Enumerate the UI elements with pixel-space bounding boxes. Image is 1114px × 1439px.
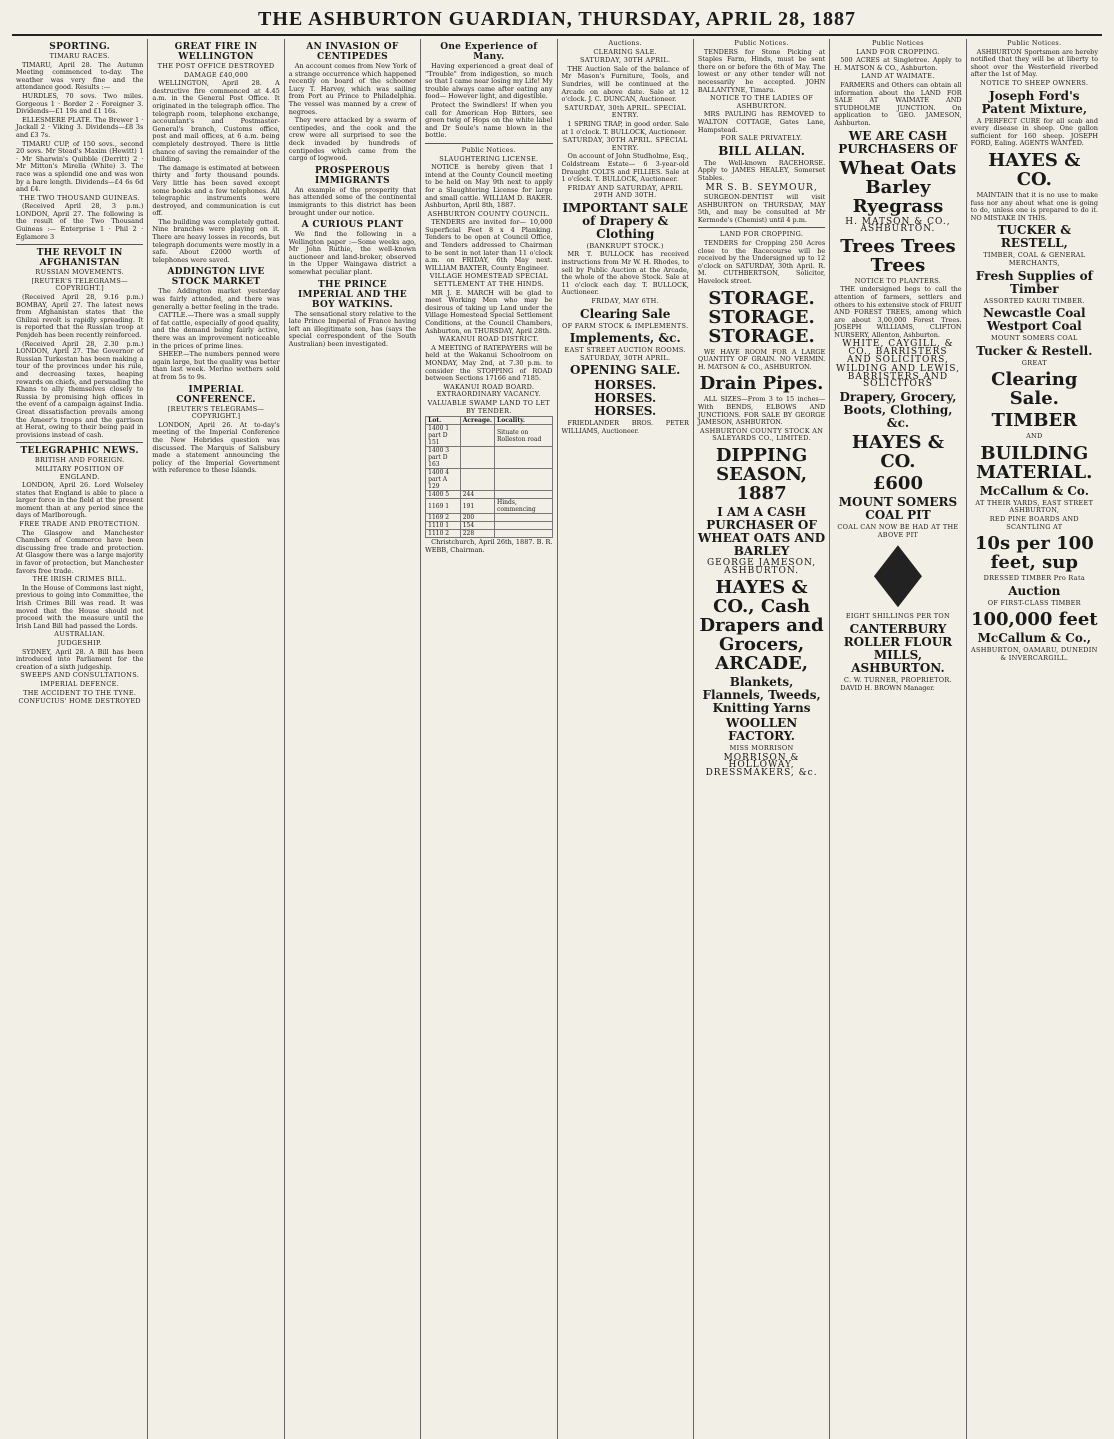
article-headline: One Experience of Many. (440, 42, 538, 62)
article-paragraph: (Received April 28, 3 p.m.) LONDON, April 27. The following is the result of the Two Thousand Guineas :— Enterprise 1 · Phil 2 · Eglamore 3 (16, 202, 144, 241)
section-subhead: SATURDAY, 30th APRIL. SPECIAL ENTRY. (564, 103, 687, 120)
section-subhead: COAL CAN NOW BE HAD AT THE ABOVE PIT (837, 523, 959, 539)
section-subhead: AT THEIR YARDS, EAST STREET ASHBURTON, (975, 498, 1094, 515)
article-paragraph: TENDERS for Cropping 250 Acres close to the Racecourse will be received by the Undersigned up to 12 o'clock on SATURDAY, 30th April. R. M. CUTHBERTSON, Solicitor, Havelock street. (697, 239, 826, 286)
advert-heading: IMPORTANT SALE of Drapery & Clothing (562, 200, 688, 241)
table-cell (460, 425, 494, 447)
column-4 (421, 39, 557, 1439)
advert-heading: Blankets, Flannels, Tweeds, Knitting Yarns (702, 675, 821, 716)
advert-heading: MR S. B. SEYMOUR, (705, 182, 818, 193)
section-subhead: FRIDAY, MAY 6TH. (591, 297, 660, 306)
section-subhead: Public Notices. (1007, 39, 1062, 47)
article-headline: PROSPEROUS IMMIGRANTS (314, 165, 390, 186)
column-2 (148, 39, 284, 1439)
section-subhead: TIMBER, COAL & GENERAL MERCHANTS, (983, 251, 1086, 267)
article-paragraph: WE HAVE ROOM FOR A LARGE QUANTITY OF GRAIN. NO VERMIN. H. MATSON & CO., ASHBURTON. (697, 347, 826, 371)
section-subhead: (BANKRUPT STOCK.) (586, 241, 664, 250)
advert-heading: Clearing Sale (580, 306, 671, 321)
section-subhead: FOR SALE PRIVATELY. (720, 134, 803, 143)
table-cell: 1169 2 (426, 514, 461, 522)
article-paragraph: An example of the prosperity that has attended some of the continental immigrants to this district has been brought under our notice. (288, 185, 417, 217)
table-row (426, 499, 552, 514)
table-cell (495, 514, 552, 522)
article-paragraph: ASHBURTON Sportsmen are hereby notified that they will be at liberty to shoot over the Westerfield riverbed after the 1st of May. (970, 47, 1098, 79)
advert-heading: Newcastle Coal Westport Coal (983, 306, 1086, 334)
section-subhead: LAND AT WAIMATE. (861, 72, 935, 81)
advert-heading: Wheat Oats Barley Ryegrass (839, 157, 957, 217)
advert-heading: H. MATSON & CO., ASHBURTON. (845, 216, 951, 235)
section-subhead: Public Notices (871, 39, 924, 47)
article-paragraph: FRIEDLANDER BROS. PETER WILLIAMS, Auctioneer. (561, 419, 689, 435)
section-subhead: SATURDAY, 30TH APRIL. (580, 56, 671, 65)
section-subhead: MOUNT SOMERS COAL (991, 334, 1078, 343)
section-subhead: RED PINE BOARDS AND SCANTLING AT (989, 515, 1079, 531)
advert-heading: £600 (872, 473, 923, 495)
article-headline: ADDINGTON LIVE STOCK MARKET (167, 267, 265, 288)
article-paragraph: SHEEP.—The numbers penned were again large, but the quality was better than last week. Merino wethers sold at from 5s to 9s. (152, 350, 280, 381)
table-cell (495, 469, 552, 491)
section-subhead: EAST STREET AUCTION ROOMS. SATURDAY, 30TH APRIL. (564, 346, 686, 362)
section-subhead: FREE TRADE AND PROTECTION. (19, 520, 140, 529)
article-paragraph: TIMARU, April 28. The Autumn Meeting commenced to-day. The weather was very fine and the attendance good. Results :— (16, 60, 144, 92)
article-paragraph: FARMERS and Others can obtain all information about the LAND FOR SALE AT WAIMATE AND STUDHOLME JUNCTION. On application to GEO. JAMESON, Ashburton. (834, 80, 962, 127)
coal-diamond-icon (874, 545, 922, 607)
section-subhead: VILLAGE HOMESTEAD SPECIAL SETTLEMENT AT THE HINDS. (429, 272, 548, 289)
section-subhead: SWEEPS AND CONSULTATIONS. (20, 671, 140, 680)
advert-heading: MORRISON & HOLLOWAY, DRESSMAKERS, &c. (705, 752, 818, 778)
section-subhead: Public Notices. (461, 145, 516, 154)
section-subhead: AND (1026, 432, 1043, 441)
article-paragraph: TENDERS for Stone Picking at Staples Farm, Hinds, must be sent there on or before the 6th of May. The lowest or any other tender will not necessarily be accepted. JOHN BALLANTYNE, Timaru. (697, 47, 826, 94)
advert-heading: TUCKER & RESTELL, (997, 223, 1072, 251)
lots-table-header: Acreage. (460, 417, 494, 425)
article-paragraph: Having experienced a great deal of "Trouble" from indigestion, so much so that I came near losing my Life! My trouble always came after eating any food— However light, and digestible. (425, 62, 553, 101)
table-cell (495, 447, 552, 469)
article-headline: GREAT FIRE IN WELLINGTON (174, 42, 258, 62)
section-subhead: THE ACCIDENT TO THE TYNE. (23, 688, 137, 697)
advert-heading: MOUNT SOMERS COAL PIT (838, 495, 958, 523)
table-row (426, 469, 552, 491)
advert-heading: Drapery, Grocery, Boots, Clothing, &c. (839, 390, 957, 431)
table-cell: 1400 3 part D 163 (426, 447, 461, 469)
article-paragraph: THE Auction Sale of the balance of Mr Mason's Furniture, Tools, and Sundries, will be continued at the Arcade on above date. Sale at 12 o'clock. J. C. DUNCAN, Auctioneer. (561, 64, 689, 104)
table-cell (495, 522, 552, 530)
article-paragraph: HURDLES, 70 sovs. Two miles. Gorgeous 1 · Border 2 · Foreigner 3. Dividends—£1 19s and £1 16s. (16, 91, 144, 116)
advert-heading: Implements, &c. (569, 331, 681, 346)
column-1 (12, 39, 148, 1439)
article-paragraph: MR J. E. MARCH will be glad to meet Working Men who may be desirous of taking up Land under the Village Homestead Special Settlement Conditions, at the Council Chambers, Ashburton, on THURSDAY, April 28th. (425, 288, 553, 335)
section-subhead: WAKANUI ROAD DISTRICT. (439, 335, 539, 344)
article-paragraph: LONDON, April 26. Lord Wolseley states that England is able to place a larger force in the field at the present moment than at any period since the days of Marlborough. (16, 481, 144, 520)
advert-heading: HORSES. HORSES. HORSES. (594, 378, 657, 419)
article-paragraph: The Well-known RACEHORSE. Apply to JAMES HEALEY, Somerset Stables. (697, 158, 826, 182)
article-paragraph: ELLESMERE PLATE. The Brewer 1 · Jackall 2 · Viking 3. Dividends—£8 3s and £3 7s. (16, 115, 144, 139)
article-paragraph: A PERFECT CURE for all scab and every disease in sheep. One gallon sufficient for 160 sheep. JOSEPH FORD, Ealing. AGENTS WANTED. (970, 116, 1098, 148)
article-paragraph: MR T. BULLOCK has received instructions from Mr W. H. Rhodes, to sell by Public Auction at the Arcade, the whole of the above Stock. Sale at 11 o'clock each day. T. BULLOCK, Auctioneer. (561, 250, 689, 297)
article-paragraph: We find the following in a Wellington paper :—Some weeks ago, Mr John Ruthie, the well-known auctioneer and land-broker, observed in the Upper Waingawa district a somewhat peculiar plant. (288, 230, 417, 277)
advert-heading: HAYES & CO. (988, 149, 1081, 190)
article-paragraph: TENDERS are invited for— 10,000 Superficial Feet 8 x 4 Planking. Tenders to be open at Council Office, and Tenders addressed to Chairman to be sent in not later than 11 o'clock a.m. on FRIDAY, 6th May next. WILLIAM BAXTER, County Engineer. (425, 218, 553, 272)
article-paragraph: The Addington market yesterday was fairly attended, and there was generally a better feeling in the trade. (152, 287, 280, 311)
table-cell: 1110 1 (426, 522, 461, 530)
article-headline: THE REVOLT IN AFGHANISTAN (36, 248, 123, 269)
column-3 (285, 39, 421, 1439)
article-paragraph: CATTLE.—There was a small supply of fat cattle, especially of good quality, and the demand being fairly active, there was an improvement noticeable in the prices of prime lines. (152, 311, 280, 350)
advert-heading: WILDING AND LEWIS, BARRISTERS AND SOLICITORS (835, 364, 960, 390)
section-subhead: ASHBURTON, OAMARU, DUNEDIN & INVERCARGILL. (971, 646, 1098, 663)
section-subhead: SATURDAY, 30TH APRIL. SPECIAL ENTRY. (562, 136, 688, 152)
section-subhead: CONFUCIUS' HOME DESTROYED (18, 697, 141, 706)
section-subhead: THE TWO THOUSAND GUINEAS. (19, 193, 140, 202)
table-row (426, 522, 552, 530)
section-subhead: [REUTER'S TELEGRAMS—COPYRIGHT.] (167, 404, 265, 421)
advert-heading: Auction (1008, 583, 1061, 598)
article-paragraph: On account of John Studholme, Esq., Coldstream Estate— 6 3-year-old Draught COLTS and FILLIES. Sale at 1 o'clock. T. BULLOCK, Auctioneer. (561, 152, 689, 184)
article-paragraph: Protect the Swindlers! If when you call for American Hop Bitters, see green twig of Hops on the white label and Dr Soule's name blown in the bottle. (425, 100, 553, 140)
advert-heading: STORAGE. STORAGE. STORAGE. (708, 287, 815, 347)
column-5 (558, 39, 694, 1439)
section-subhead: Auctions. (608, 39, 642, 47)
column-rule (16, 442, 143, 443)
lots-table-header: Lot. (426, 417, 461, 425)
column-7 (830, 39, 966, 1439)
table-cell (460, 447, 494, 469)
section-subhead: JUDGESHIP. (57, 638, 102, 647)
table-cell: 1400 1 part D 151 (426, 425, 461, 447)
advert-heading: McCallum & Co., (977, 631, 1091, 646)
article-paragraph: The damage is estimated at between thirty and forty thousand pounds. Very little has been saved except some books and a few telephones. All telegraphic instruments were destroyed, and communication is cut off. (152, 163, 280, 218)
lots-table (425, 416, 552, 538)
table-cell: 1169 1 (426, 499, 461, 514)
article-paragraph: (Received April 28, 2.30 p.m.) LONDON, April 27. The Governor of Russian Turkestan has been making a tour of the provinces under his rule, and decreasing taxes, heaping rewards on chiefs, and persuading the Khans to ally themselves closely to Russia by promising high offices in the event of a campaign against India. Great dissatisfaction prevails among the Ameer's troops and the garrison at Herat, owing to their being paid in provisions instead of cash. (16, 339, 144, 439)
section-subhead: CLEARING SALE. (593, 47, 657, 56)
article-paragraph: Christchurch, April 26th, 1887. B. R. WEBB, Chairman. (425, 538, 553, 554)
column-8 (967, 39, 1102, 1439)
section-subhead: OF FIRST-CLASS TIMBER (987, 598, 1081, 607)
section-subhead: RUSSIAN MOVEMENTS. (35, 268, 124, 277)
section-subhead: DRESSED TIMBER Pro Rata (983, 574, 1086, 583)
article-paragraph: ALL SIZES—From 3 to 15 inches—With BENDS, ELBOWS AND JUNCTIONS. FOR SALE BY GEORGE JAMESON, ASHBURTON. (697, 395, 826, 427)
table-row (426, 447, 552, 469)
table-cell: Hinds, commencing (495, 499, 552, 514)
advert-heading: BILL ALLAN. (718, 143, 805, 158)
section-subhead: ASHBURTON COUNTY COUNCIL. (427, 209, 550, 218)
section-subhead: THE POST OFFICE DESTROYED (157, 62, 275, 70)
advert-heading: BUILDING MATERIAL. (976, 442, 1093, 483)
columns (12, 39, 1102, 1439)
table-cell (495, 530, 552, 538)
advert-heading: WE ARE CASH PURCHASERS OF (838, 128, 958, 156)
advert-heading: CANTERBURY ROLLER FLOUR MILLS, ASHBURTON. (843, 621, 953, 675)
advert-heading: Clearing Sale. (991, 369, 1078, 410)
section-subhead: NOTICE TO PLANTERS. (854, 276, 942, 285)
table-row (426, 530, 552, 538)
column-rule (698, 227, 825, 228)
article-paragraph: THE undersigned begs to call the attention of farmers, settlers and others to his extensive stock of FRUIT AND FOREST TREES, among which are about 3,00,000 Forest Trees. JOSEPH WILLIAMS, CLIFTON NURSERY, Allenton, Ashburton. (834, 285, 962, 339)
article-headline: THE PRINCE IMPERIAL AND THE BOY WATKINS. (297, 279, 407, 310)
section-subhead: C. W. TURNER, PROPRIETOR. (843, 675, 952, 684)
section-subhead: EIGHT SHILLINGS PER TON (845, 612, 951, 621)
table-cell: 191 (460, 499, 494, 514)
table-cell (460, 469, 494, 491)
advert-heading: WHITE, CAYGILL, & CO., BARRISTERS AND SOLICITORS, (842, 339, 954, 365)
table-cell: 1400 4 part A 129 (426, 469, 461, 491)
section-subhead: Public Notices. (734, 39, 789, 47)
article-paragraph: A MEETING of RATEPAYERS will be held at the Wakanui Schoolroom on MONDAY, May 2nd, at 7.30 p.m. to consider the STOPPING of ROAD between Sections 17166 and 7185. (425, 343, 553, 383)
section-subhead: MILITARY POSITION OF ENGLAND. (35, 464, 124, 481)
section-subhead: GREAT (1021, 358, 1047, 367)
article-paragraph: An account comes from New York of a strange occurrence which happened recently on board of the schooner Lucy T. Harvey, which was sailing from Port au Prince to Philadelphia. The vessel was manned by a crew of negroes. (288, 62, 417, 116)
advert-heading: HAYES & CO. (851, 432, 945, 473)
article-headline: AN INVASION OF CENTIPEDES (306, 42, 399, 62)
advert-heading: Drain Pipes. (699, 373, 824, 395)
section-subhead: LAND FOR CROPPING. (719, 230, 804, 239)
article-paragraph: LONDON, April 26. At to-day's meeting of the Imperial Conference the New Hebrides question was discussed. The Marquis of Salisbury made a statement announcing the policy of the Imperial Government with reference to these Islands. (152, 420, 280, 475)
section-subhead: AUSTRALIAN. (54, 630, 106, 639)
article-paragraph: TIMARU CUP, of 150 sovs., second 20 sovs. Mr Stead's Maxim (Hewitt) 1 · Mr Sharwin's Quibble (Derritt) 2 · Mr Mitton's Mirella (White) 3. The race was a splendid one and was won by a bare length. Dividends—£4 6s 6d and £4. (16, 139, 144, 194)
advert-heading: Fresh Supplies of Timber (975, 268, 1093, 296)
advert-heading: 100,000 feet (970, 609, 1098, 631)
section-subhead: MISS MORRISON (729, 744, 794, 753)
section-subhead: OF FARM STOCK & IMPLEMENTS. (561, 321, 689, 330)
advert-heading: 10s per 100 feet, sup (974, 533, 1094, 574)
article-headline: SPORTING. (49, 42, 111, 52)
table-cell: 154 (460, 522, 494, 530)
table-cell: 228 (460, 530, 494, 538)
article-paragraph: 1 SPRING TRAP, in good order. Sale at 1 o'clock. T. BULLOCK, Auctioneer. (561, 119, 689, 136)
article-paragraph: SURGEON-DENTIST will visit ASHBURTON on THURSDAY, MAY 5th, and may be consulted at Mr Kermode's (Chemist) until 4 p.m. (697, 193, 826, 224)
table-row (426, 425, 552, 447)
advert-heading: WOOLLEN FACTORY. (725, 716, 798, 744)
article-paragraph: 500 ACRES at Singletree. Apply to H. MATSON & CO., Ashburton. (834, 56, 962, 72)
table-cell: 1110 2 (426, 530, 461, 538)
article-paragraph: The sensational story relative to the late Prince Imperial of France having left an illegitimate son, has (says the special correspondent of the South Australian) been investigated. (288, 309, 417, 349)
section-subhead: NOTICE TO SHEEP OWNERS. (980, 78, 1089, 87)
section-subhead: DAMAGE £40,000 (183, 70, 249, 79)
advert-heading: I AM A CASH PURCHASER OF WHEAT OATS AND BARLEY (697, 504, 826, 558)
article-paragraph: DAVID H. BROWN Manager. (840, 684, 935, 693)
advert-heading: Tucker & Restell. (976, 343, 1093, 358)
article-headline: A CURIOUS PLANT (301, 220, 404, 231)
table-row (426, 491, 552, 499)
article-paragraph: MRS PAULING has REMOVED to WALTON COTTAGE, Gates Lane, Hampstead. (697, 110, 826, 134)
advert-heading: TIMBER (991, 410, 1078, 432)
table-row (426, 514, 552, 522)
article-paragraph: WELLINGTON, April 28. A destructive fire commenced at 4.45 a.m. in the General Post Office. It originated in the telegraph office. The telegraph room, telephone exchange, accountant's and Postmaster-General's branch, Customs office, post and mail offices, at 6 a.m. being completely destroyed. There is little chance of saving the remainder of the building. (152, 79, 280, 164)
section-subhead: TIMARU RACES. (49, 52, 110, 60)
table-cell: 244 (460, 491, 494, 499)
section-subhead: SLAUGHTERING LICENSE. (439, 154, 539, 163)
section-subhead: ASHBURTON COUNTY STOCK AN SALEYARDS CO., LIMITED. (699, 426, 824, 443)
article-paragraph: MAINTAIN that it is no use to make fuss nor any about what one is going to do, unless one is prepared to do it. NO MISTAKE IN THIS. (970, 190, 1098, 222)
advert-heading: HAYES & CO., Cash Drapers and Grocers, ARCADE, (699, 577, 824, 675)
section-subhead: IMPERIAL DEFENCE. (40, 679, 120, 688)
advert-heading: OPENING SALE. (570, 363, 681, 378)
advert-heading: Joseph Ford's Patent Mixture, (981, 88, 1088, 116)
section-subhead: VALUABLE SWAMP LAND TO LET BY TENDER. (427, 398, 550, 415)
table-cell: Situate on Rolleston road (495, 425, 552, 447)
section-subhead: [REUTER'S TELEGRAMS—COPYRIGHT.] (31, 276, 128, 293)
article-paragraph: NOTICE is hereby given that I intend at the County Council meeting to be held on May 9th next to apply for a Slaughtering License for large and small cattle. WILLIAM D. BAKER. Ashburton, April 8th, 1887. (425, 163, 553, 210)
article-paragraph: The building was completely gutted. Nine branches were playing on it. There are heavy losses in records, but telegraph documents were mostly in a safe. About £2000 worth of telephones were saved. (152, 217, 280, 264)
section-subhead: THE IRISH CRIMES BILL. (32, 575, 127, 584)
table-cell: 200 (460, 514, 494, 522)
masthead: THE ASHBURTON GUARDIAN, THURSDAY, APRIL 28, 1887 (12, 8, 1102, 36)
table-cell (495, 491, 552, 499)
column-6 (694, 39, 830, 1439)
lots-table-header: Locality. (495, 417, 552, 425)
article-paragraph: They were attacked by a swarm of centipedes, and the cook and the crew were all surprised to see the deck invaded by hundreds of centipedes which came from the cargo of logwood. (288, 116, 417, 163)
article-paragraph: SYDNEY, April 28. A Bill has been introduced into Parliament for the creation of a sixth judgeship. (16, 647, 144, 671)
section-subhead: BRITISH AND FOREIGN. (34, 456, 125, 465)
advert-heading: GEORGE JAMESON, ASHBURTON. (706, 557, 817, 576)
section-subhead: FRIDAY AND SATURDAY, APRIL 29TH AND 30TH. (567, 183, 683, 200)
column-rule (425, 143, 552, 144)
section-subhead: WAKANUI ROAD BOARD. EXTRAORDINARY VACANCY. (436, 382, 541, 399)
advert-heading: Trees Trees Trees (840, 235, 956, 276)
section-subhead: NOTICE TO THE LADIES OF ASHBURTON. (710, 94, 814, 110)
article-paragraph: The Glasgow and Manchester Chambers of Commerce have been discussing free trade and protection. At Glasgow there was a large majority in favor of protection, but Manchester favors free trade. (16, 528, 144, 575)
table-cell: 1400 5 (426, 491, 461, 499)
advert-heading: DIPPING SEASON, 1887 (715, 444, 808, 504)
article-paragraph: (Received April 28, 9.16 p.m.) BOMBAY, April 27. The latest news from Afghanistan states that the Ghilzai revolt is rapidly spreading. It is reported that the Russian troop at Penjdeh has been recently reinforced. (16, 293, 144, 339)
article-paragraph: In the House of Commons last night, previous to going into Committee, the Irish Crimes Bill was read. It was moved that the House should not proceed with the measure until the Irish Land Bill had passed the Lords. (16, 583, 144, 630)
article-headline: IMPERIAL CONFERENCE. (176, 384, 256, 405)
column-rule (16, 244, 143, 245)
section-subhead: LAND FOR CROPPING. (856, 47, 940, 56)
advert-heading: McCallum & Co. (979, 483, 1089, 498)
article-headline: TELEGRAPHIC NEWS. (20, 446, 139, 457)
section-subhead: ASSORTED KAURI TIMBER. (983, 296, 1085, 305)
